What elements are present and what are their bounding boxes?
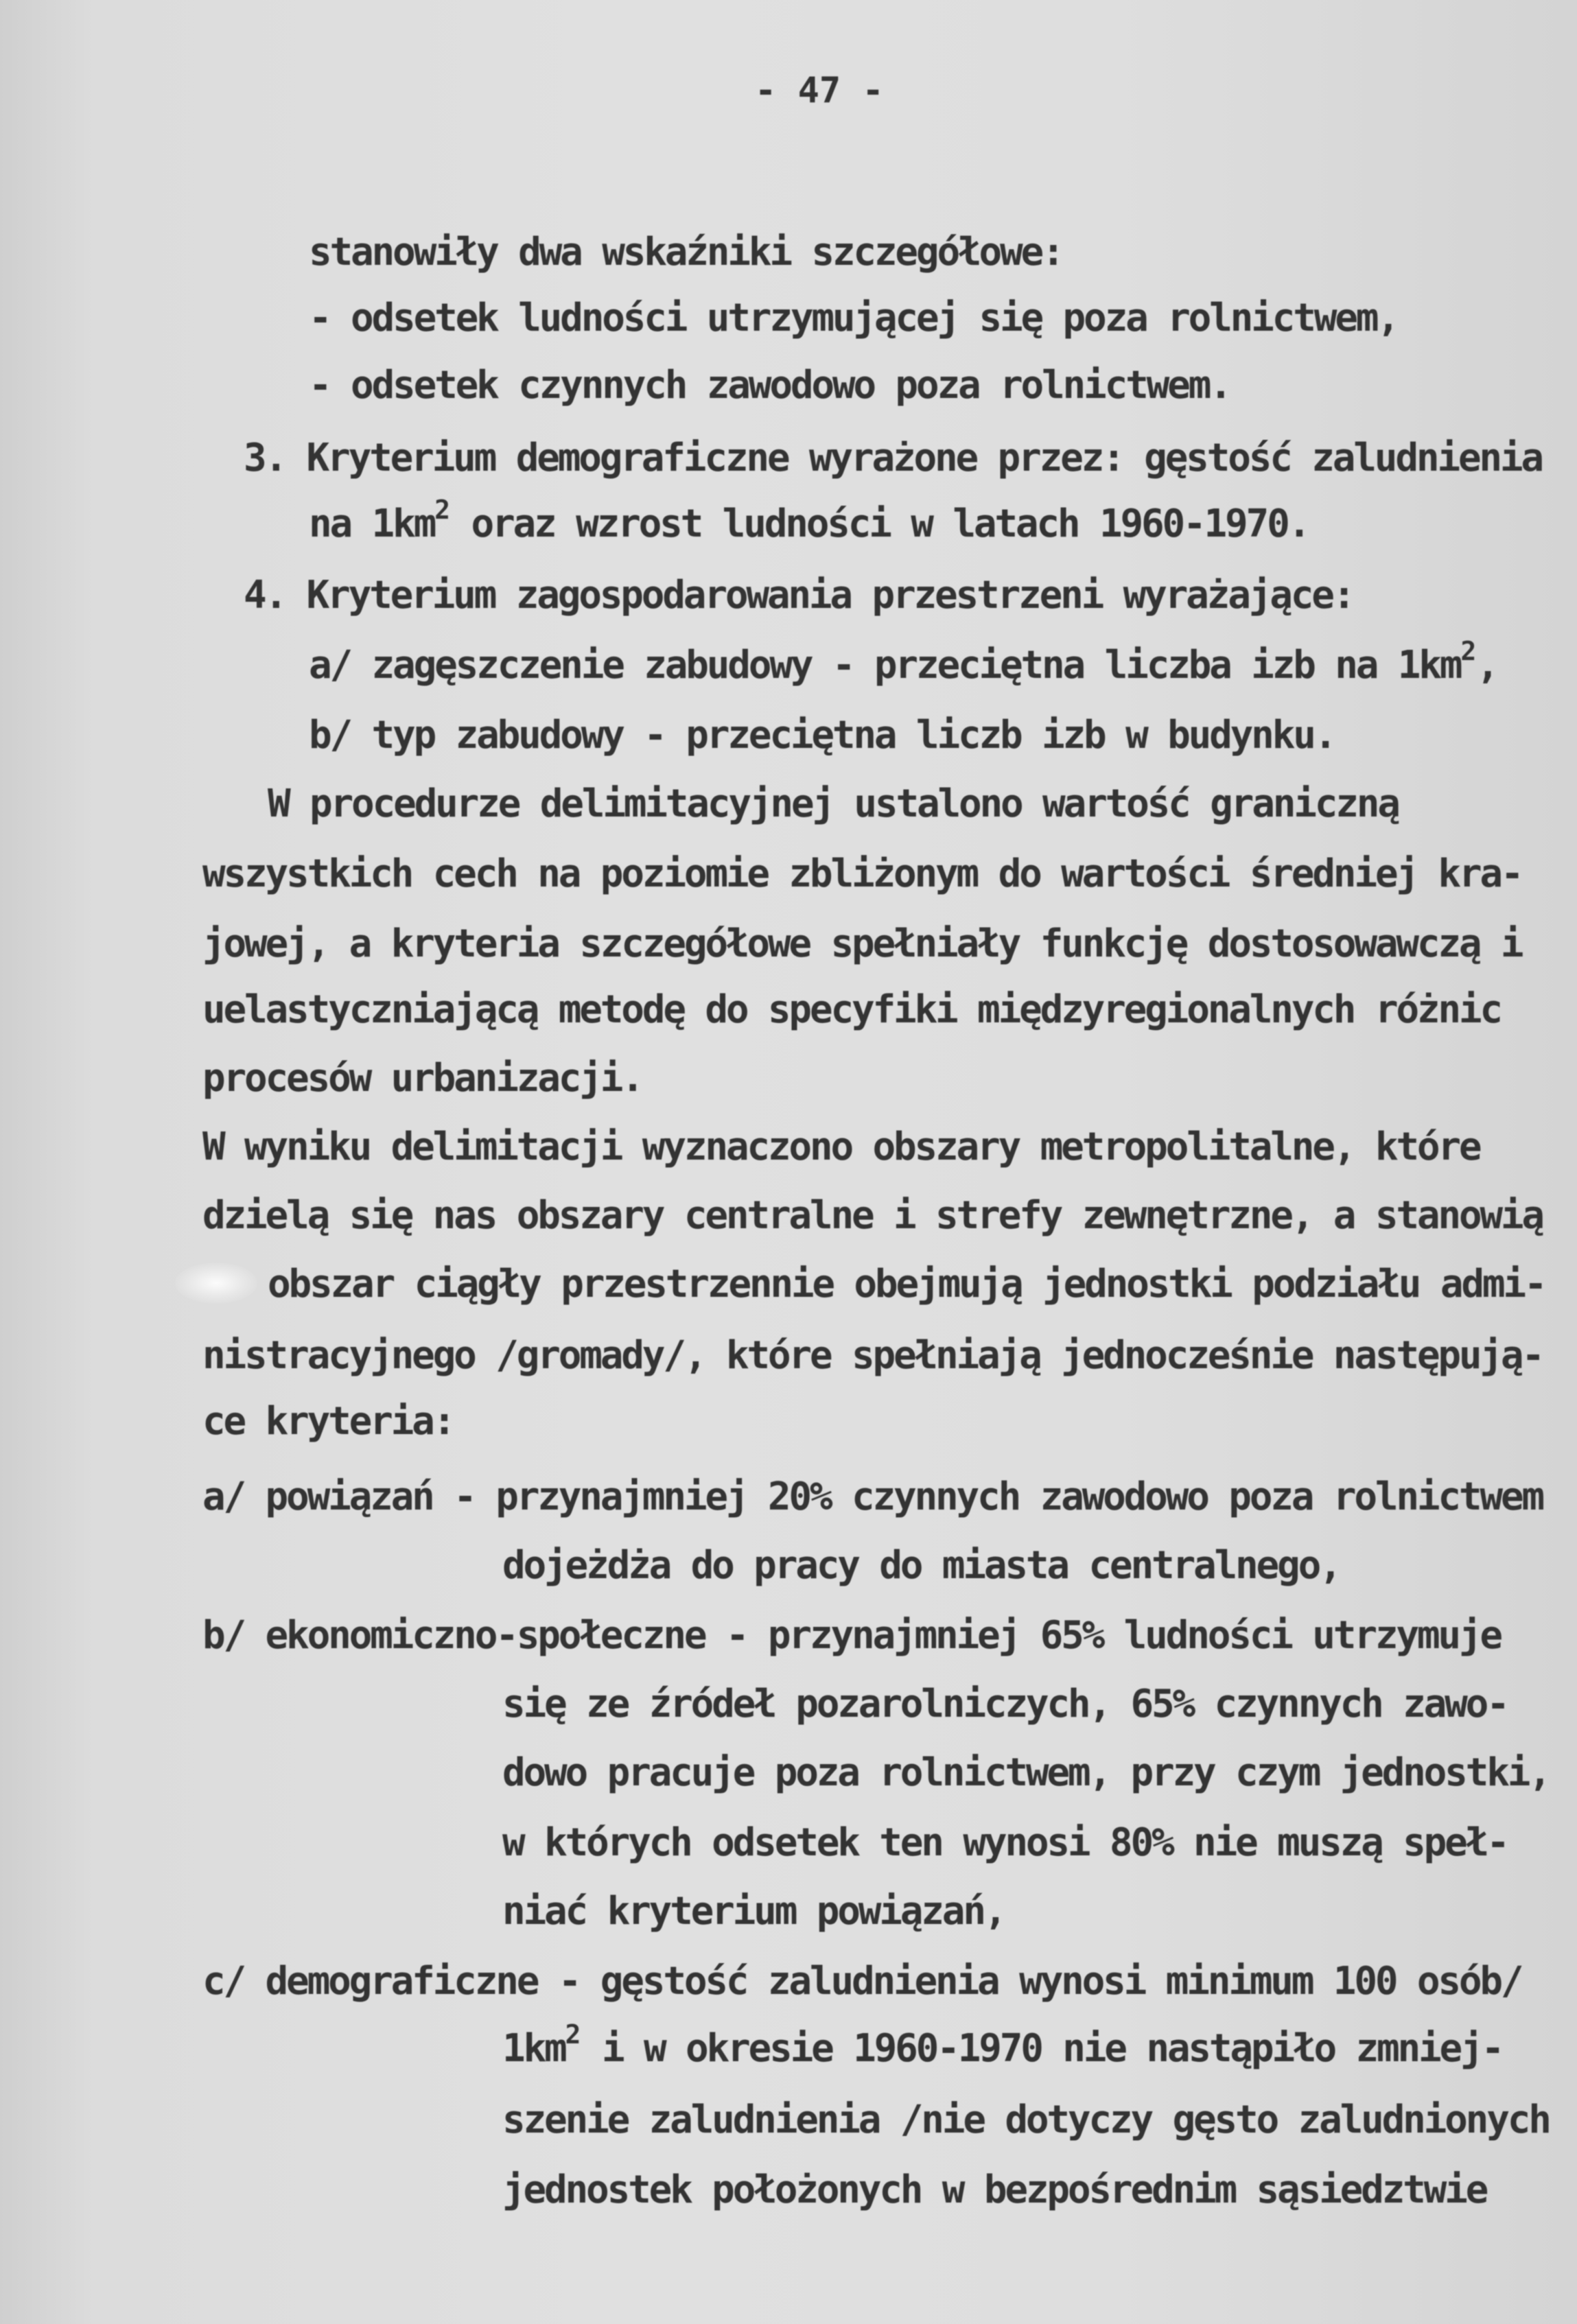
text-segment: 1km [502, 2026, 565, 2071]
text-segment: a/ zagęszczenie zabudowy - przeciętna liczba izb na 1km [309, 643, 1461, 688]
text-line: W wyniku delimitacji wyznaczono obszary metropolitalne, które [202, 1125, 1480, 1169]
text-line: dzielą się nas obszary centralne i strefy zewnętrzne, a stanowią [202, 1193, 1543, 1238]
superscript: 2 [1460, 636, 1477, 667]
punch-hole-mark [0, 1180, 10, 1208]
text-line: b/ ekonomiczno-społeczne - przynajmniej 65% ludności utrzymuje [202, 1613, 1501, 1658]
text-line: nistracyjnego /gromady/, które spełniają jednocześnie następują- [202, 1333, 1543, 1378]
text-line: obszar ciągły przestrzennie obejmują jednostki podziału admi- [268, 1262, 1545, 1306]
text-line: w których odsetek ten wynosi 80% nie muszą speł- [502, 1820, 1508, 1865]
text-line: jowej, a kryteria szczegółowe spełniały funkcję dostosowawczą i [202, 922, 1522, 966]
superscript: 2 [434, 495, 450, 526]
text-line: b/ typ zabudowy - przeciętna liczb izb w budynku. [309, 713, 1335, 758]
text-line: dojeżdża do pracy do miasta centralnego, [502, 1543, 1340, 1588]
text-segment: oraz wzrost ludności w latach 1960-1970. [449, 502, 1309, 546]
text-line: a/ powiązań - przynajmniej 20% czynnych zawodowo poza rolnictwem [202, 1475, 1543, 1519]
text-segment: , [1476, 643, 1497, 688]
text-line: - odsetek ludności utrzymującej się poza rolnictwem, [309, 296, 1398, 340]
text-line: c/ demograficzne - gęstość zaludnienia wynosi minimum 100 osób/ [202, 1959, 1522, 2004]
text-line: ce kryteria: [202, 1399, 454, 1444]
text-line: niać kryterium powiązań, [502, 1889, 1005, 1934]
superscript: 2 [565, 2019, 581, 2050]
text-line: uelastyczniającą metodę do specyfiki międzyregionalnych różnic [202, 987, 1501, 1032]
text-line-with-superscript [502, 2019, 1503, 2071]
text-line: procesów urbanizacji. [202, 1056, 642, 1101]
text-line: - odsetek czynnych zawodowo poza rolnictwem. [309, 363, 1230, 408]
text-segment: i w okresie 1960-1970 nie nastąpiło zmniej- [581, 2026, 1503, 2071]
text-line: 4. Kryterium zagospodarowania przestrzeni wyrażające: [244, 573, 1354, 618]
text-line: się ze źródeł pozarolniczych, 65% czynnych zawo- [502, 1682, 1508, 1726]
page-number: - 47 - [755, 70, 884, 111]
text-line-with-superscript [309, 495, 1309, 546]
text-line: dowo pracuje poza rolnictwem, przy czym jednostki, [502, 1750, 1550, 1795]
text-line: 3. Kryterium demograficzne wyrażone przez: gęstość zaludnienia [244, 436, 1542, 480]
text-line: stanowiły dwa wskaźniki szczegółowe: [309, 230, 1063, 274]
text-line: jednostek położonych w bezpośrednim sąsiedztwie [502, 2168, 1487, 2212]
text-line: wszystkich cech na poziomie zbliżonym do wartości średniej kra- [202, 852, 1522, 896]
text-segment: na 1km [309, 502, 435, 546]
text-line: W procedurze delimitacyjnej ustalono wartość graniczną [268, 782, 1399, 826]
paper-smudge [175, 1263, 257, 1304]
text-line-with-superscript [309, 636, 1497, 688]
text-line: szenie zaludnienia /nie dotyczy gęsto zaludnionych [502, 2098, 1550, 2142]
